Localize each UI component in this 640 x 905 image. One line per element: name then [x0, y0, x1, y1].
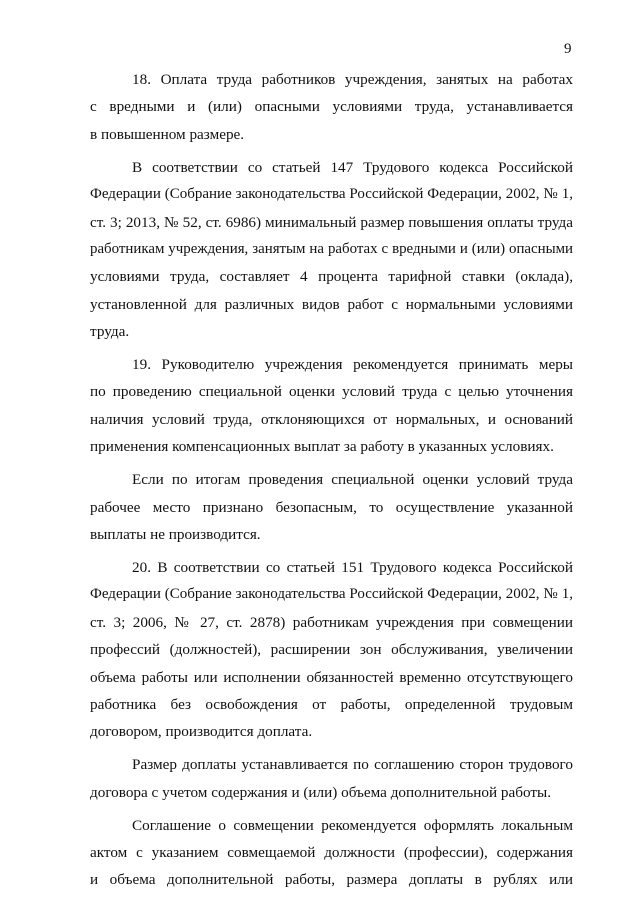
text-line: установленной для различных видов работ с нормальными условиями: [90, 295, 573, 313]
text-line: актом с указанием совмещаемой должности (профессии), содержания: [90, 843, 573, 861]
text-line: наличия условий труда, отклоняющихся от нормальных, и оснований: [90, 410, 573, 428]
document-body: [90, 66, 573, 894]
text-line: Если по итогам проведения специальной оценки условий труда: [132, 471, 573, 489]
paragraph-agreement: [90, 812, 573, 894]
text-line: 20. В соответствии со статьей 151 Трудового кодекса Российской: [132, 558, 573, 576]
text-line: ст. 3; 2013, № 52, ст. 6986) минимальный размер повышения оплаты труда: [90, 213, 573, 231]
text-line: 19. Руководителю учреждения рекомендуется принимать меры: [132, 356, 573, 374]
text-line: рабочее место признано безопасным, то осуществление указанной: [90, 498, 573, 516]
text-line: по проведению специальной оценки условий труда с целью уточнения: [90, 383, 573, 401]
text-line: ст. 3; 2006, № 27, ст. 2878) работникам учреждения при совмещении: [90, 613, 573, 631]
text-line: Федерации (Собрание законодательства Российской Федерации, 2002, № 1,: [90, 186, 573, 203]
text-line: Размер доплаты устанавливается по соглашению сторон трудового: [132, 756, 573, 774]
text-line: объема работы или исполнении обязанностей временно отсутствующего: [90, 668, 573, 686]
paragraph-19: [90, 351, 573, 461]
text-line: в повышенном размере.: [90, 125, 245, 143]
text-line: договора с учетом содержания и (или) объема дополнительной работы.: [90, 783, 551, 801]
paragraph-20: [90, 554, 573, 746]
text-line: труда.: [90, 323, 130, 341]
page-number: 9: [564, 41, 572, 57]
text-line: с вредными и (или) опасными условиями труда, устанавливается: [90, 98, 573, 116]
text-line: В соответствии со статьей 147 Трудового кодекса Российской: [132, 158, 573, 176]
text-line: выплаты не производится.: [90, 526, 261, 543]
paragraph-article-147: [90, 154, 573, 346]
text-line: 18. Оплата труда работников учреждения, занятых на работах: [132, 71, 573, 88]
text-line: и объема дополнительной работы, размера доплаты в рублях или: [90, 871, 573, 889]
paragraph-safe-workplace: [90, 466, 573, 548]
text-line: Соглашение о совмещении рекомендуется оформлять локальным: [132, 816, 573, 834]
paragraph-18: [90, 66, 573, 148]
paragraph-payment-size: [90, 751, 573, 806]
text-line: работника без освобождения от работы, определенной трудовым: [90, 695, 573, 713]
text-line: применения компенсационных выплат за работу в указанных условиях.: [90, 438, 554, 456]
text-line: Федерации (Собрание законодательства Российской Федерации, 2002, № 1,: [90, 586, 573, 603]
text-line: договором, производится доплата.: [90, 723, 313, 741]
text-line: условиями труда, составляет 4 процента тарифной ставки (оклада),: [90, 268, 573, 286]
text-line: профессий (должностей), расширении зон обслуживания, увеличении: [90, 641, 573, 659]
text-line: работникам учреждения, занятым на работах с вредными и (или) опасными: [90, 240, 573, 257]
